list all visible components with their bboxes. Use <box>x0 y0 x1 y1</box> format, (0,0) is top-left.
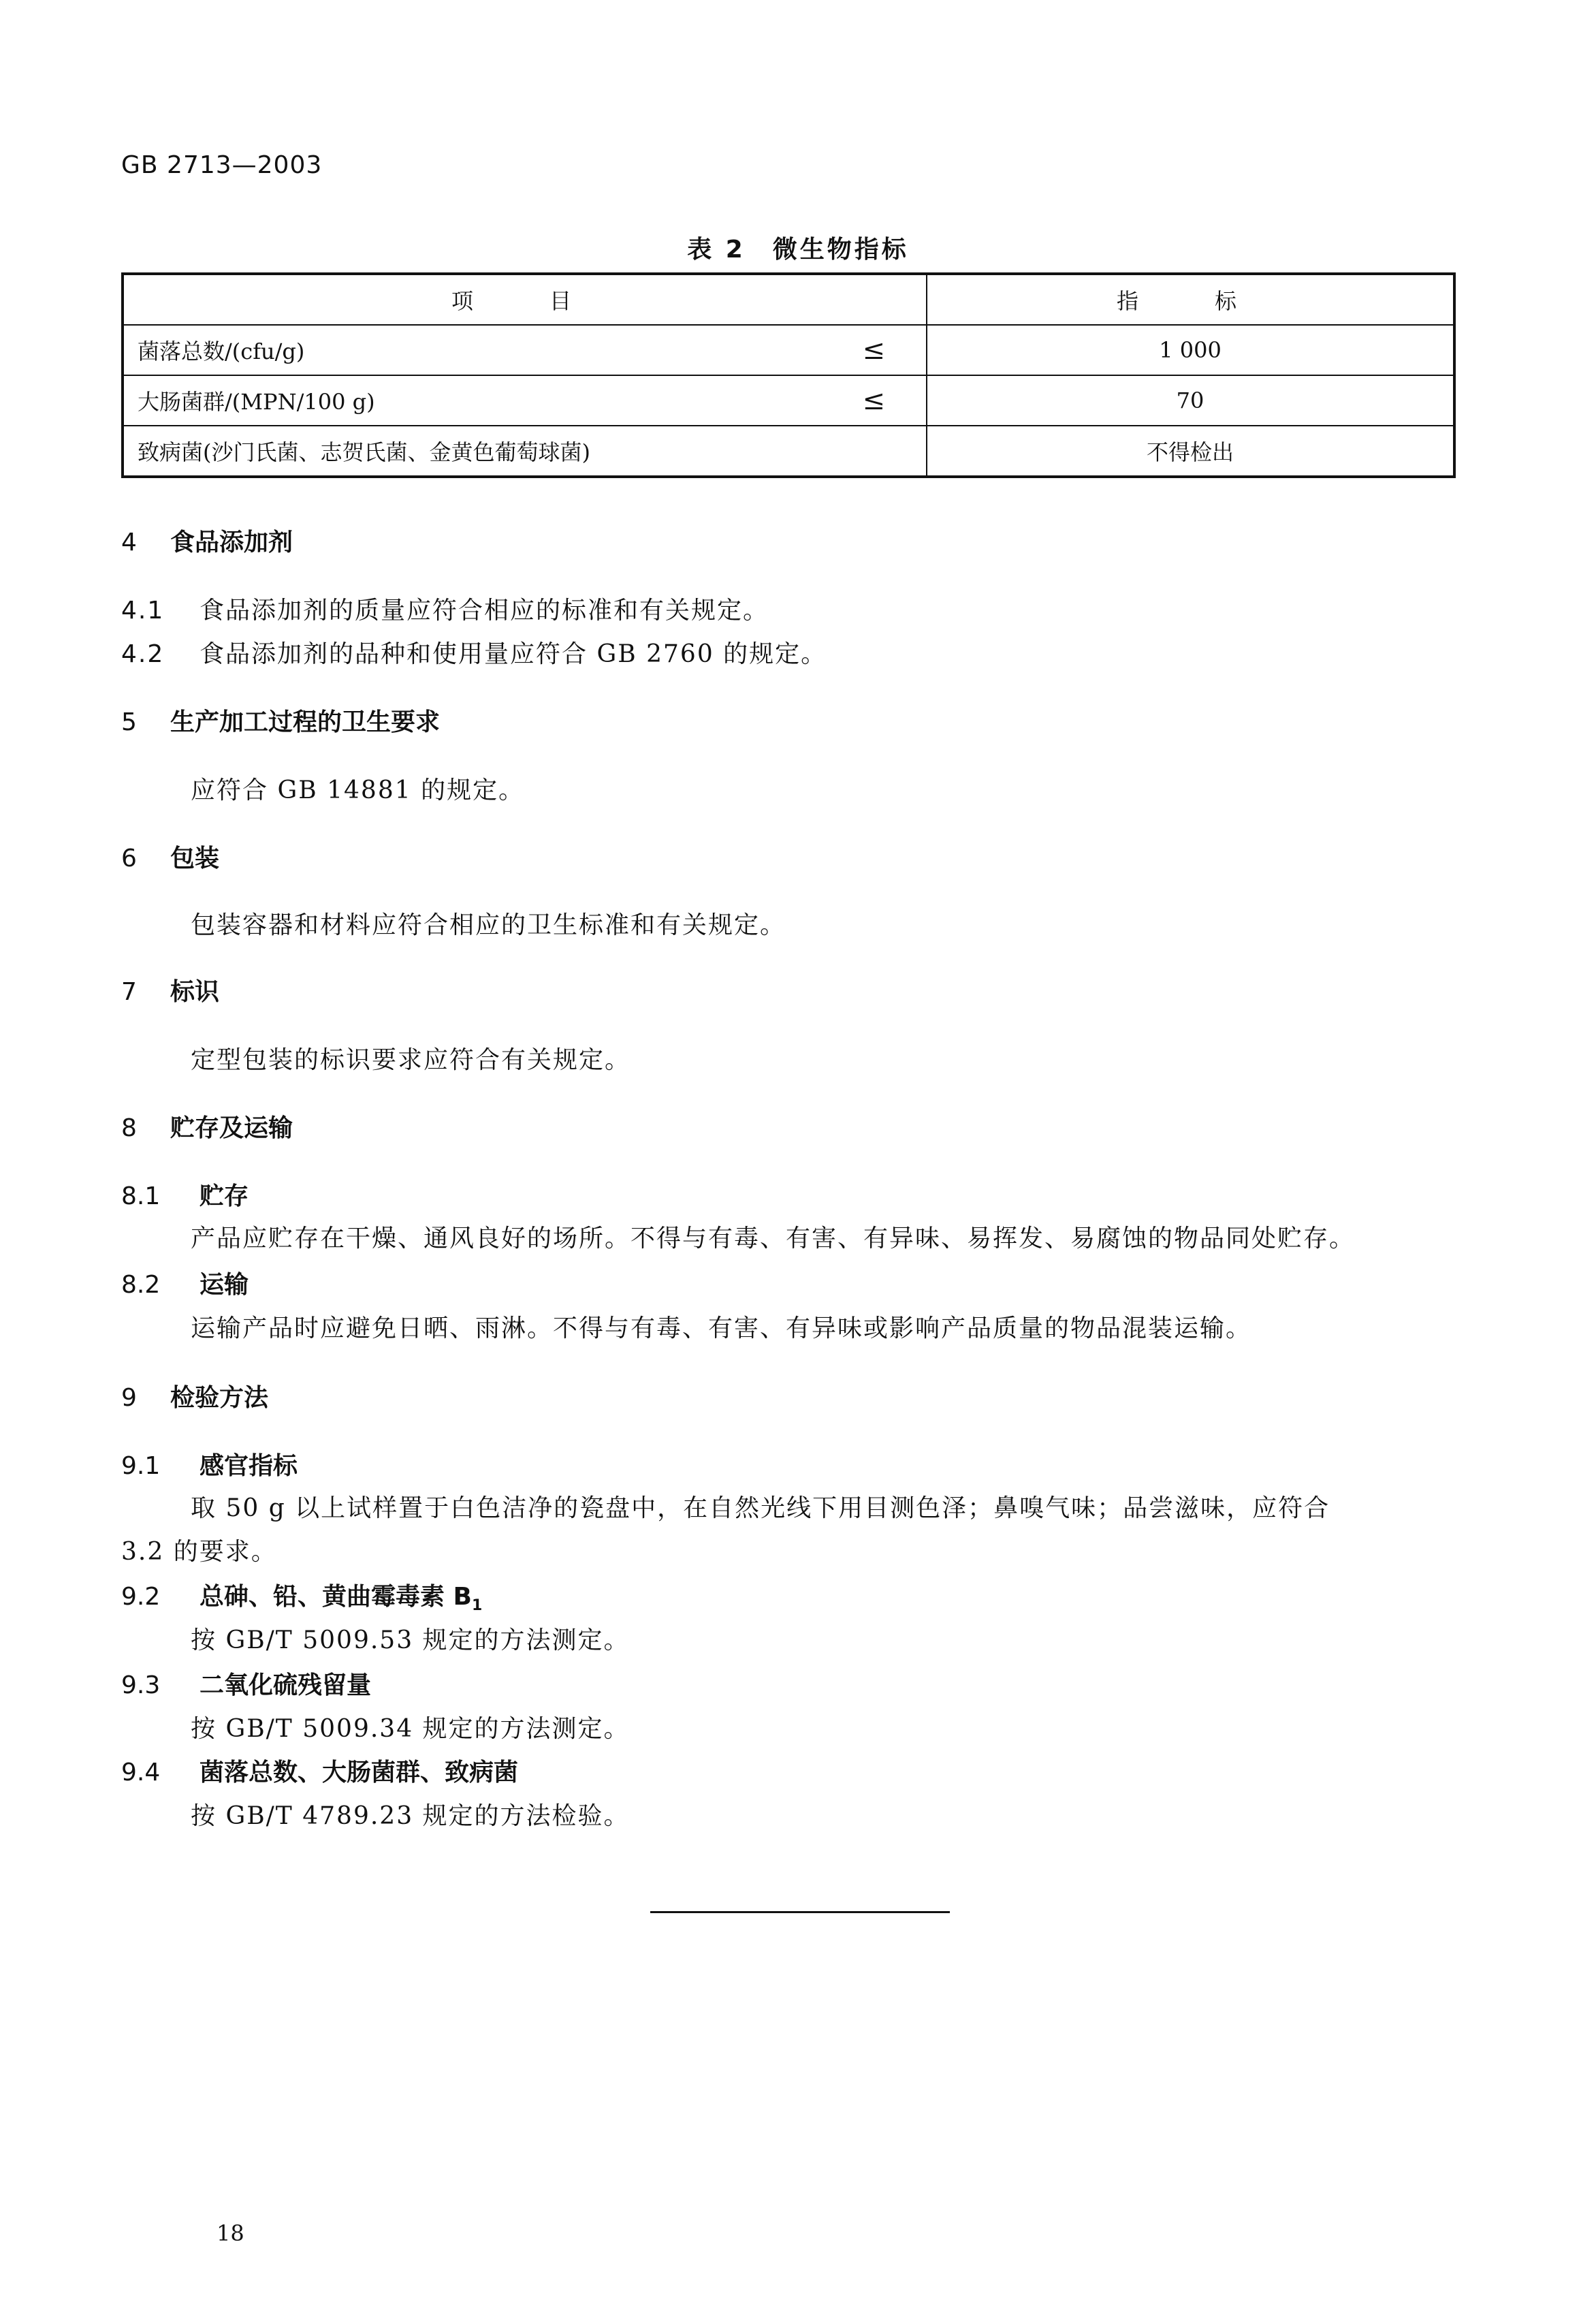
section-number: 4 <box>121 529 137 556</box>
clause-8-2-heading <box>121 1265 249 1300</box>
clause-4-1 <box>121 591 769 626</box>
section-title: 包装 <box>170 845 220 872</box>
clause-title: 二氧化硫残留量 <box>200 1671 372 1699</box>
clause-9-4-heading <box>121 1753 518 1788</box>
table-cell-item <box>123 375 927 426</box>
table-cell-limit: 70 <box>927 375 1454 426</box>
clause-title: 菌落总数、大肠菌群、致病菌 <box>200 1759 519 1786</box>
section-title: 标识 <box>170 978 220 1006</box>
clause-4-2 <box>121 635 827 669</box>
column-header-limit: 指 标 <box>927 274 1454 325</box>
clause-title: 运输 <box>200 1271 249 1299</box>
section-number: 7 <box>121 978 137 1006</box>
clause-number: 4.2 <box>121 640 165 668</box>
clause-number: 9.3 <box>121 1671 161 1699</box>
clause-text: 食品添加剂的品种和使用量应符合 GB 2760 的规定。 <box>200 640 827 668</box>
clause-title: 总砷、铅、黄曲霉毒素 B <box>200 1583 472 1611</box>
clause-9-1-heading <box>121 1447 298 1481</box>
section-number: 8 <box>121 1114 137 1142</box>
clause-9-2-text: 按 GB/T 5009.53 规定的方法测定。 <box>191 1626 630 1654</box>
section-5-heading <box>121 703 440 738</box>
end-of-document-rule <box>650 1911 950 1913</box>
table-title: 表 2 微生物指标 <box>687 236 909 264</box>
section-title: 检验方法 <box>170 1384 269 1412</box>
section-number: 6 <box>121 845 137 872</box>
table-cell-limit: 1 000 <box>927 325 1454 375</box>
clause-title-subscript: 1 <box>471 1597 483 1615</box>
clause-9-1-text-line-2: 3.2 的要求。 <box>121 1538 277 1566</box>
table-header-row <box>123 274 1454 325</box>
section-title: 食品添加剂 <box>170 529 293 556</box>
section-number: 5 <box>121 708 137 736</box>
clause-8-1-heading <box>121 1177 249 1212</box>
table-row <box>123 426 1454 477</box>
table-cell-item <box>123 426 927 477</box>
table-cell-item <box>123 325 927 375</box>
clause-9-1-text-line-1: 取 50 g 以上试样置于白色洁净的瓷盘中，在自然光线下用目测色泽；鼻嗅气味；品尝滋味，应符合 <box>191 1494 1330 1522</box>
clause-9-3-text: 按 GB/T 5009.34 规定的方法测定。 <box>191 1715 630 1743</box>
section-6-heading <box>121 839 219 874</box>
item-label: 菌落总数/(cfu/g) <box>138 338 305 364</box>
clause-number: 8.2 <box>121 1271 161 1299</box>
table-row <box>123 325 1454 375</box>
leq-symbol: ≤ <box>862 334 885 366</box>
clause-8-1-text: 产品应贮存在干燥、通风良好的场所。不得与有毒、有害、有异味、易挥发、易腐蚀的物品同处贮存。 <box>191 1225 1356 1253</box>
section-7-text: 定型包装的标识要求应符合有关规定。 <box>191 1046 631 1074</box>
microbiological-spec-table <box>121 272 1456 478</box>
clause-title: 感官指标 <box>200 1452 298 1480</box>
clause-number: 9.4 <box>121 1759 161 1786</box>
clause-text: 食品添加剂的质量应符合相应的标准和有关规定。 <box>200 597 769 625</box>
page-number: 18 <box>217 2220 244 2246</box>
clause-number: 4.1 <box>121 597 165 625</box>
leq-symbol: ≤ <box>862 385 885 416</box>
item-label: 致病菌(沙门氏菌、志贺氏菌、金黄色葡萄球菌) <box>138 439 590 465</box>
section-8-heading <box>121 1109 293 1144</box>
table-row <box>123 375 1454 426</box>
section-7-heading <box>121 973 219 1007</box>
table-cell-limit: 不得检出 <box>927 426 1454 477</box>
section-number: 9 <box>121 1384 137 1412</box>
section-6-text: 包装容器和材料应符合相应的卫生标准和有关规定。 <box>191 911 786 939</box>
clause-number: 8.1 <box>121 1182 161 1210</box>
standard-code: GB 2713—2003 <box>121 151 323 179</box>
section-title: 贮存及运输 <box>170 1114 293 1142</box>
section-title: 生产加工过程的卫生要求 <box>170 708 441 736</box>
clause-8-2-text: 运输产品时应避免日晒、雨淋。不得与有毒、有害、有异味或影响产品质量的物品混装运输。 <box>191 1314 1252 1342</box>
item-label: 大肠菌群/(MPN/100 g) <box>138 389 375 415</box>
section-4-heading <box>121 523 293 558</box>
clause-number: 9.1 <box>121 1452 161 1480</box>
clause-title: 贮存 <box>200 1182 249 1210</box>
section-5-text: 应符合 GB 14881 的规定。 <box>191 776 525 804</box>
clause-9-4-text: 按 GB/T 4789.23 规定的方法检验。 <box>191 1802 630 1830</box>
clause-9-3-heading <box>121 1666 371 1701</box>
clause-number: 9.2 <box>121 1583 161 1611</box>
column-header-item: 项 目 <box>123 274 927 325</box>
clause-9-2-heading <box>121 1577 482 1614</box>
section-9-heading <box>121 1379 268 1413</box>
